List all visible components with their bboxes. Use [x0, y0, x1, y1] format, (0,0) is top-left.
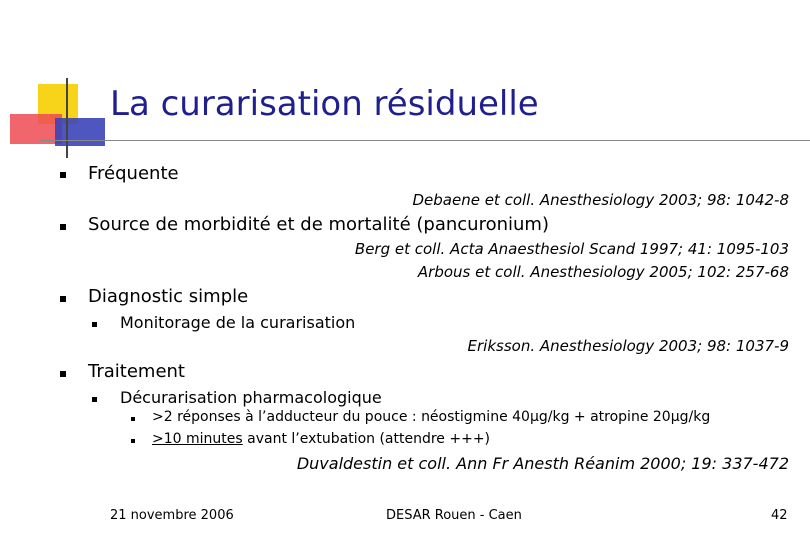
bullet-marker: [60, 172, 66, 178]
bullet-marker: [60, 296, 66, 302]
footer-event: DESAR Rouen - Caen: [386, 508, 522, 523]
footer-page-number: 42: [771, 508, 788, 523]
extubation-duration: >10 minutes: [152, 431, 243, 447]
logo-horizontal-line: [40, 140, 810, 141]
ref-arbous: Arbous et coll. Anesthesiology 2005; 102: 257-68: [417, 263, 789, 281]
extubation-note: avant l’extubation (attendre +++): [242, 431, 491, 447]
slide-logo: [0, 0, 120, 170]
ref-duvaldestin: Duvaldestin et coll. Ann Fr Anesth Réanim 2000; 19: 337-472: [296, 454, 789, 473]
bullet-monitorage: Monitorage de la curarisation: [120, 313, 356, 332]
sub-sub-bullet-marker: [131, 417, 135, 421]
ref-debaene: Debaene et coll. Anesthesiology 2003; 98: 1042-8: [412, 191, 789, 209]
bullet-traitement: Traitement: [88, 361, 185, 382]
bullet-reponses: >2 réponses à l’adducteur du pouce : néostigmine 40µg/kg + atropine 20µg/kg: [152, 409, 711, 425]
bullet-frequente: Fréquente: [88, 163, 179, 184]
sub-sub-bullet-marker: [131, 439, 135, 443]
sub-bullet-marker: [92, 322, 97, 327]
bullet-source: Source de morbidité et de mortalité (pancuronium): [88, 214, 549, 235]
logo-vertical-line: [66, 78, 68, 158]
slide-title: La curarisation résiduelle: [110, 84, 539, 124]
logo-blue-square: [55, 118, 105, 146]
bullet-marker: [60, 371, 66, 377]
bullet-decurarisation: Décurarisation pharmacologique: [120, 388, 382, 407]
bullet-diagnostic: Diagnostic simple: [88, 286, 249, 307]
sub-bullet-marker: [92, 397, 97, 402]
bullet-marker: [60, 224, 66, 230]
ref-berg: Berg et coll. Acta Anaesthesiol Scand 1997; 41: 1095-103: [354, 240, 789, 258]
footer-date: 21 novembre 2006: [110, 508, 234, 523]
ref-eriksson: Eriksson. Anesthesiology 2003; 98: 1037-9: [467, 337, 789, 355]
bullet-extubation: [152, 431, 490, 447]
